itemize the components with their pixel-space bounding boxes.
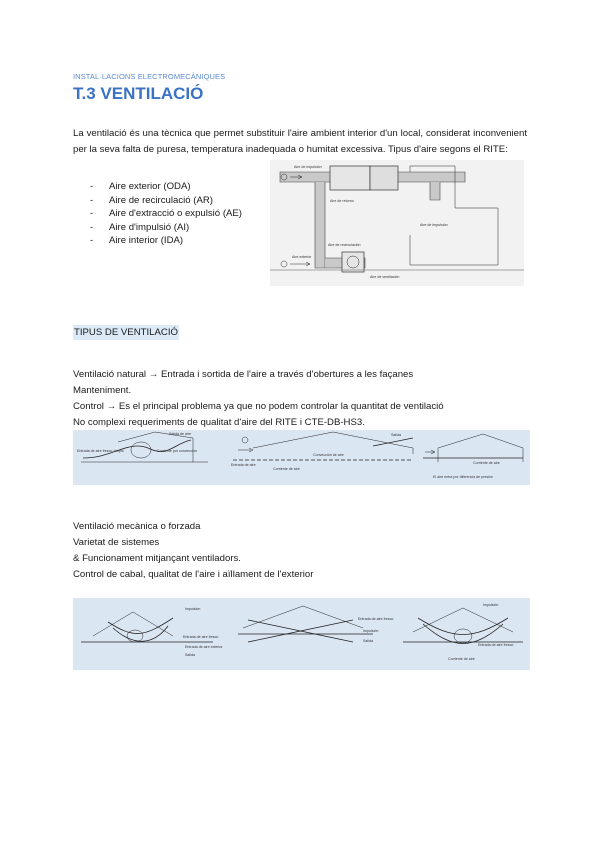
figure-label: Corriente por convección xyxy=(157,449,197,453)
text-line: Ventilació mecànica o forzada xyxy=(73,521,201,532)
figure-label: Entrada de aire exterior xyxy=(185,645,223,649)
air-system-diagram xyxy=(270,160,524,286)
list-item: - Aire interior (IDA) xyxy=(90,234,242,248)
figure-label: Aire de recirculación xyxy=(328,243,361,247)
text-line: No complexi requeriments de qualitat d'aire del RITE i CTE-DB-HS3. xyxy=(73,417,365,428)
figure-label: Aire de retorno xyxy=(330,199,354,203)
mechanical-ventilation-figure xyxy=(73,598,530,670)
figure-label: Corriente de aire xyxy=(273,467,300,471)
air-types-list xyxy=(90,180,242,248)
text-line: Control → Es el principal problema ya que no podem controlar la quantitat de ventilació xyxy=(73,401,444,412)
figure-label: Salida xyxy=(185,653,195,657)
figure-label: Corriente de aire xyxy=(473,461,500,465)
list-item: - Aire de recirculació (AR) xyxy=(90,194,242,208)
figure-label: Impulsión xyxy=(363,629,379,633)
text-line: Ventilació natural → Entrada i sortida de l'aire a través d'obertures a les façanes xyxy=(73,369,414,380)
list-item: - Aire d'impulsió (AI) xyxy=(90,221,242,235)
figure-label: Entrada de aire xyxy=(231,463,256,467)
figure-label: Aire exterior xyxy=(292,255,312,259)
mechanical-ventilation-text xyxy=(73,519,533,583)
figure-label: Entrada de aire fresco, limpio xyxy=(77,449,124,453)
figure-label: Aire de expulsión xyxy=(294,165,322,169)
figure-label: Corriente de aire xyxy=(448,657,475,661)
figure-label: Salida xyxy=(391,433,401,437)
figure-label: Salida de aire xyxy=(169,432,191,436)
page-title: T.3 VENTILACIÓ xyxy=(73,84,204,103)
text-line: Manteniment. xyxy=(73,385,132,396)
section-title: TIPUS DE VENTILACIÓ xyxy=(74,327,178,338)
figure-label: El aire entra por diferencia de presión xyxy=(433,475,493,479)
text-line: Control de cabal, qualitat de l'aire i aïllament de l'exterior xyxy=(73,569,314,580)
text-line: & Funcionament mitjançant ventiladors. xyxy=(73,553,241,564)
natural-ventilation-text xyxy=(73,367,533,431)
text-line: Varietat de sistemes xyxy=(73,537,160,548)
air-handler-unit xyxy=(330,166,370,190)
figure-label: Impulsión xyxy=(483,603,499,607)
natural-ventilation-figure xyxy=(73,430,530,485)
figure-label: Salida xyxy=(363,639,373,643)
list-item: - Aire d'extracció o expulsió (AE) xyxy=(90,207,242,221)
document-kicker: INSTAL·LACIONS ELECTROMECÀNIQUES xyxy=(73,72,226,81)
figure-label: Impulsión xyxy=(185,607,201,611)
intro-paragraph: La ventilació és una tècnica que permet substituir l'aire ambient interior d'un local, considerat inconvenient per la seva falta de puresa, temperatura inadequada o humitat excessiva. Tipus d'aire segons el RITE: xyxy=(73,128,527,155)
figure-label: Aire de ventilación xyxy=(370,275,400,279)
figure-label: Convección de aire xyxy=(313,453,344,457)
figure-label: Entrada de aire fresco xyxy=(478,643,514,647)
fan-unit xyxy=(342,252,364,272)
figure-label: Entrada de aire fresco xyxy=(358,617,394,621)
figure-label: Entrada de aire fresco xyxy=(183,635,219,639)
list-item: - Aire exterior (ODA) xyxy=(90,180,242,194)
figure-label: Aire de impulsión xyxy=(420,223,448,227)
